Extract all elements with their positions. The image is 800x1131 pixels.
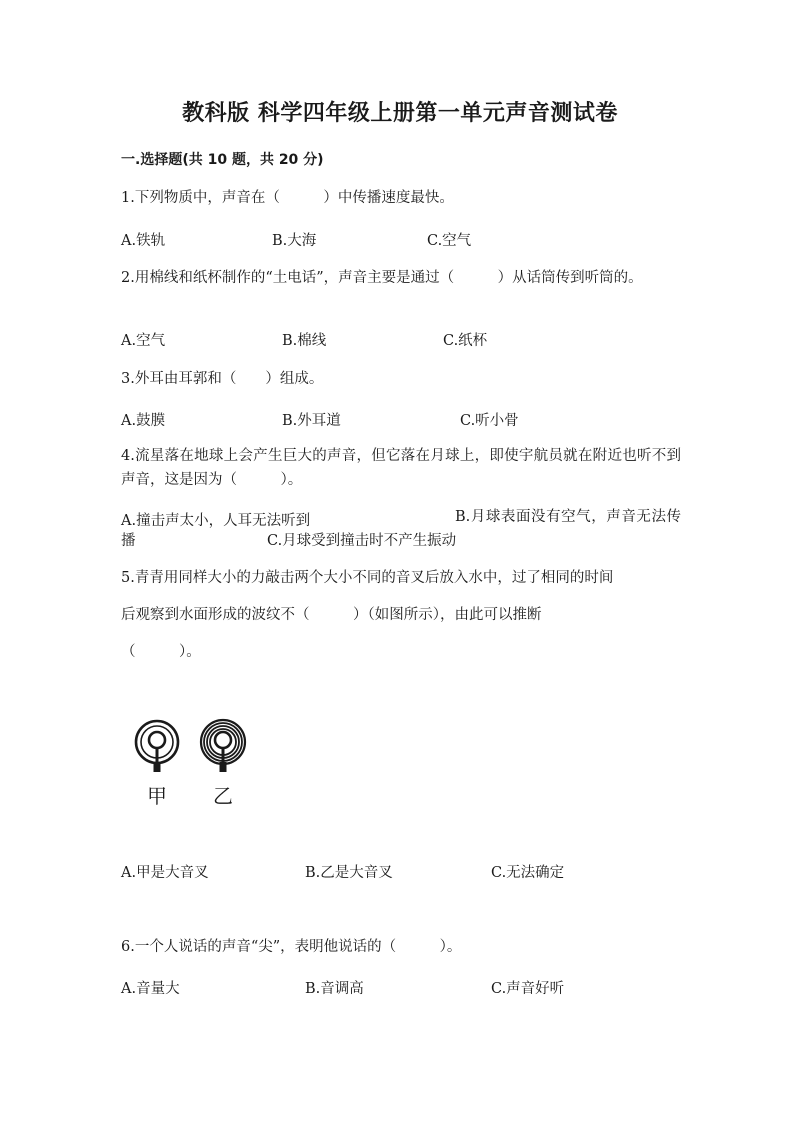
section-heading: 一.选择题(共 10 题，共 20 分) (121, 152, 324, 168)
ripple-jia (136, 721, 178, 772)
question-4-text: 4.流星落在地球上会产生巨大的声音，但它落在月球上，即使宇航员就在附近也听不到声音，这是因为（ ）。 (121, 448, 681, 488)
question-3-option-b[interactable]: B.外耳道 (282, 413, 341, 429)
question-1-option-a[interactable]: A.铁轨 (121, 233, 166, 249)
question-4-option-c[interactable]: C.月球受到撞击时不产生振动 (267, 533, 457, 549)
page-title: 教科版 科学四年级上册第一单元声音测试卷 (182, 101, 618, 126)
question-5-line-1: 5.青青用同样大小的力敲击两个大小不同的音叉后放入水中，过了相同的时间 (121, 570, 614, 586)
ripple-yi (201, 720, 245, 772)
question-2-option-b[interactable]: B.棉线 (282, 333, 327, 349)
question-6-option-c[interactable]: C.声音好听 (491, 981, 565, 997)
figure-label-jia: 甲 (147, 784, 167, 808)
question-5-option-c[interactable]: C.无法确定 (491, 865, 565, 881)
question-2-option-c[interactable]: C.纸杯 (443, 333, 488, 349)
question-2-text: 2.用棉线和纸杯制作的“土电话”，声音主要是通过（ ）从话筒传到听筒的。 (121, 270, 643, 286)
question-5-line-2: 后观察到水面形成的波纹不（ ）（如图所示），由此可以推断 (121, 607, 542, 623)
question-6-option-b[interactable]: B.音调高 (305, 981, 364, 997)
question-4-option-a[interactable]: A.撞击声太小，人耳无法听到 (121, 513, 311, 529)
question-5-line-3: （ ）。 (121, 644, 201, 660)
question-5-option-a[interactable]: A.甲是大音叉 (121, 865, 209, 881)
question-6-text: 6.一个人说话的声音“尖”，表明他说话的（ ）。 (121, 939, 462, 955)
question-1-text: 1.下列物质中，声音在（ ）中传播速度最快。 (121, 190, 454, 206)
question-4-option-b[interactable]: B.月球表面没有空气，声音无法传播 (121, 509, 681, 549)
question-6-option-a[interactable]: A.音量大 (121, 981, 180, 997)
ripple-diagram (132, 718, 262, 778)
question-3-text: 3.外耳由耳郭和（ ）组成。 (121, 371, 324, 387)
question-3-option-c[interactable]: C.听小骨 (460, 413, 519, 429)
question-2-option-a[interactable]: A.空气 (121, 333, 166, 349)
figure-label-yi: 乙 (213, 784, 233, 808)
question-3-option-a[interactable]: A.鼓膜 (121, 413, 166, 429)
question-5-option-b[interactable]: B.乙是大音叉 (305, 865, 393, 881)
question-1-option-b[interactable]: B.大海 (272, 233, 317, 249)
question-1-option-c[interactable]: C.空气 (427, 233, 472, 249)
